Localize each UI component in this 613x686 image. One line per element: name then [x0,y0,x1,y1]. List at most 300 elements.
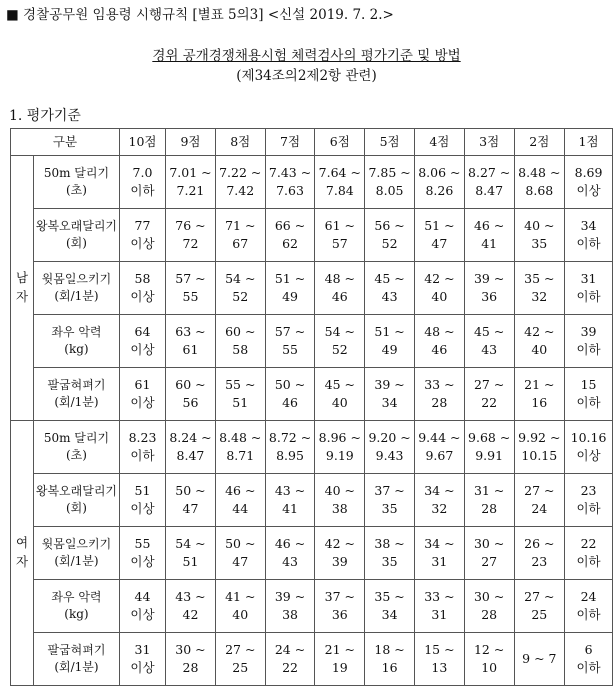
section-heading: 1. 평가기준 [9,108,81,124]
evaluation-table [10,128,613,686]
cell-line: 76 ~ 72 [175,217,206,251]
score-cell [215,527,265,580]
cell-line: 43 ~ 42 [175,588,206,622]
score-cell [166,421,216,474]
header-score: 10점 [119,129,165,156]
score-cell [166,474,216,527]
score-cell [365,209,415,262]
cell-line: 8.24 ~ [169,429,212,445]
cell-line: 64 [134,323,151,339]
cell-line: 이하 [576,395,601,410]
cell-line: 56 ~ 52 [374,217,405,251]
cell-line: 26 ~ 23 [524,535,555,569]
cell-line: 8.26 [425,183,454,198]
score-cell [414,368,464,421]
score-cell [514,368,565,421]
score-cell [265,633,315,686]
header-score: 1점 [565,129,613,156]
score-cell [565,580,613,633]
score-cell [119,315,165,368]
cell-line: 9.44 ~ [418,429,461,445]
score-cell [315,368,365,421]
cell-line: 이상 [130,289,155,304]
cell-line: (회/1분) [54,660,99,674]
score-cell [464,368,514,421]
header-score: 5점 [365,129,415,156]
score-cell [414,527,464,580]
cell-line: (회/1분) [54,554,99,568]
item-label [33,633,119,686]
cell-line: 55 [134,535,151,551]
cell-line: 6 [584,641,593,657]
cell-line: 8.06 ~ [418,164,461,180]
header-score: 4점 [414,129,464,156]
document-title: 경위 공개경쟁채용시험 체력검사의 평가기준 및 방법 [152,48,461,64]
cell-line: 이상 [576,183,601,198]
cell-line: (회) [65,501,87,515]
score-cell [414,474,464,527]
cell-line: 이상 [130,501,155,516]
item-label [33,580,119,633]
cell-line: 팔굽혀펴기 [47,642,106,657]
cell-line: 40 ~ 38 [324,482,355,516]
score-cell [265,421,315,474]
cell-line: 윗몸일으키기 [41,536,112,551]
cell-line: 66 ~ 62 [274,217,306,251]
score-cell [215,633,265,686]
cell-line: 46 ~ 41 [473,217,505,251]
cell-line: 이하 [576,607,601,622]
table-header-row [11,129,613,156]
score-cell [119,156,165,209]
cell-line: 37 ~ 36 [324,588,355,622]
document-subtitle: (제34조의2제2항 관련) [236,68,377,84]
cell-line: 이하 [576,236,601,251]
score-cell [315,156,365,209]
cell-line: 7.21 [176,183,205,198]
cell-line: 46 ~ 44 [225,482,256,516]
score-cell [514,262,565,315]
cell-line: 8.23 [128,429,157,445]
table-row [11,580,613,633]
score-cell [414,262,464,315]
score-cell [215,580,265,633]
cell-line: 54 ~ 52 [225,270,256,304]
score-cell [315,262,365,315]
score-cell [215,209,265,262]
cell-line: 9.43 [375,448,404,463]
cell-line: 7.42 [226,183,255,198]
score-cell [215,262,265,315]
cell-line: 33 ~ 28 [424,376,455,410]
score-cell [514,315,565,368]
cell-line: 9.68 ~ [468,429,511,445]
cell-line: 8.68 [525,183,554,198]
cell-line: 63 ~ 61 [175,323,206,357]
table-row [11,209,613,262]
cell-line: 60 ~ 56 [175,376,206,410]
cell-line: 이상 [576,448,601,463]
cell-line: 7.63 [276,183,304,198]
item-label [33,527,119,580]
score-cell [464,421,514,474]
cell-line: 50 ~ 46 [274,376,306,410]
table-row [11,156,613,209]
score-cell [464,209,514,262]
cell-line: 8.72 ~ [268,429,312,445]
score-cell [215,315,265,368]
table-row [11,262,613,315]
table-row [11,633,613,686]
cell-line: 57 ~ 55 [175,270,206,304]
cell-line: (회/1분) [54,289,99,303]
score-cell [414,421,464,474]
cell-line: 61 ~ 57 [324,217,355,251]
cell-line: 8.95 [276,448,304,463]
cell-line: 이하 [130,448,155,463]
score-cell [414,633,464,686]
cell-line: 12 ~ 10 [473,641,505,675]
cell-line: 9.19 [325,448,354,463]
cell-line: 24 [580,588,597,604]
table-row [11,421,613,474]
cell-line: 8.96 ~ [318,429,361,445]
cell-line: 10.16 [570,429,607,445]
cell-line: 44 [134,588,151,604]
cell-line: 30 ~ 27 [473,535,505,569]
cell-line: 이하 [576,554,601,569]
cell-line: 이하 [130,183,155,198]
cell-line: 이하 [576,289,601,304]
cell-line: 54 ~ 51 [175,535,206,569]
cell-line: 39 ~ 38 [274,588,306,622]
cell-line: 좌우 악력 [51,589,102,604]
cell-line: 51 ~ 49 [274,270,306,304]
cell-line: 34 [580,217,597,233]
table-row [11,368,613,421]
cell-line: 7.0 [132,164,153,180]
score-cell [166,315,216,368]
score-cell [265,156,315,209]
cell-line: 50m 달리기 [43,165,110,180]
score-cell [315,527,365,580]
cell-line: 9.92 ~ [518,429,561,445]
header-score: 7점 [265,129,315,156]
score-cell [215,421,265,474]
score-cell [514,421,565,474]
score-cell [119,633,165,686]
score-cell [166,262,216,315]
cell-line: 7.43 ~ [268,164,312,180]
cell-line: 22 [580,535,597,551]
score-cell [365,474,415,527]
score-cell [514,156,565,209]
score-cell [365,527,415,580]
cell-line: 39 ~ 34 [374,376,405,410]
cell-line: 57 ~ 55 [274,323,306,357]
cell-line: 7.84 [325,183,354,198]
cell-line: 30 ~ 28 [175,641,206,675]
score-cell [464,315,514,368]
cell-line: 10.15 [521,448,558,463]
sex-label [11,156,34,421]
item-label [33,368,119,421]
score-cell [166,209,216,262]
score-cell [514,209,565,262]
cell-line: 여 [15,535,29,551]
cell-line: 왕복오래달리기 [35,483,118,498]
score-cell [166,580,216,633]
cell-line: 이하 [576,660,601,675]
item-label [33,315,119,368]
score-cell [414,315,464,368]
cell-line: 9.91 [475,448,504,463]
cell-line: 35 ~ 32 [524,270,555,304]
cell-line: 이하 [576,342,601,357]
cell-line: 8.71 [226,448,255,463]
sex-label [11,421,34,686]
score-cell [265,474,315,527]
cell-line: 이상 [130,554,155,569]
cell-line: 50 ~ 47 [175,482,206,516]
score-cell [365,262,415,315]
score-cell [565,421,613,474]
table-row [11,315,613,368]
cell-line: 46 ~ 43 [274,535,306,569]
score-cell [315,474,365,527]
cell-line: 41 ~ 40 [225,588,256,622]
cell-line: 8.48 ~ [518,164,561,180]
cell-line: 이상 [130,660,155,675]
cell-line: 61 [134,376,151,392]
cell-line: 9 ~ 7 [522,650,557,666]
cell-line: 48 ~ 46 [324,270,355,304]
score-cell [365,368,415,421]
cell-line: (kg) [64,342,89,356]
cell-line: 38 ~ 35 [374,535,405,569]
item-label [33,421,119,474]
cell-line: 8.69 [574,164,603,180]
header-score: 2점 [514,129,565,156]
score-cell [365,633,415,686]
cell-line: 71 ~ 67 [225,217,256,251]
cell-line: 이상 [130,607,155,622]
score-cell [365,315,415,368]
score-cell [514,633,565,686]
cell-line: (초) [65,448,87,462]
score-cell [119,527,165,580]
cell-line: 27 ~ 24 [524,482,555,516]
cell-line: 남 [15,270,29,286]
score-cell [315,209,365,262]
score-cell [464,633,514,686]
cell-line: (초) [65,183,87,197]
cell-line: 27 ~ 25 [524,588,555,622]
score-cell [215,156,265,209]
score-cell [514,474,565,527]
cell-line: 15 ~ 13 [424,641,455,675]
cell-line: 39 ~ 36 [473,270,505,304]
cell-line: 50 ~ 47 [225,535,256,569]
score-cell [265,368,315,421]
score-cell [265,580,315,633]
score-cell [565,209,613,262]
cell-line: 18 ~ 16 [374,641,405,675]
cell-line: 34 ~ 32 [424,482,455,516]
cell-line: 58 [134,270,151,286]
cell-line: 7.64 ~ [318,164,361,180]
cell-line: 31 [580,270,597,286]
table-row [11,527,613,580]
cell-line: 42 ~ 39 [324,535,355,569]
score-cell [565,474,613,527]
cell-line: 50m 달리기 [43,430,110,445]
document-title-block [0,44,613,84]
cell-line: 31 ~ 28 [473,482,505,516]
score-cell [464,580,514,633]
score-cell [464,474,514,527]
score-cell [565,156,613,209]
cell-line: 31 [134,641,151,657]
cell-line: 이상 [130,236,155,251]
score-cell [365,421,415,474]
cell-line: 48 ~ 46 [424,323,455,357]
cell-line: 21 ~ 19 [324,641,355,675]
table-row [11,474,613,527]
score-cell [166,633,216,686]
cell-line: 왕복오래달리기 [35,218,118,233]
cell-line: 37 ~ 35 [374,482,405,516]
item-label [33,209,119,262]
cell-line: 34 ~ 31 [424,535,455,569]
score-cell [166,527,216,580]
cell-line: 자 [15,289,29,304]
cell-line: 8.05 [375,183,404,198]
cell-line: 8.47 [475,183,504,198]
score-cell [514,580,565,633]
cell-line: 좌우 악력 [51,324,102,339]
cell-line: 45 ~ 43 [473,323,505,357]
header-score: 8점 [215,129,265,156]
cell-line: 30 ~ 28 [473,588,505,622]
document-header: ■ 경찰공무원 임용령 시행규칙 [별표 5의3] <신설 2019. 7. 2.> [6,7,394,23]
cell-line: 55 ~ 51 [225,376,256,410]
score-cell [365,580,415,633]
cell-line: 자 [15,554,29,569]
score-cell [265,262,315,315]
cell-line: 40 ~ 35 [524,217,555,251]
score-cell [215,368,265,421]
cell-line: 27 ~ 22 [473,376,505,410]
score-cell [119,209,165,262]
score-cell [119,262,165,315]
item-label [33,262,119,315]
cell-line: 35 ~ 34 [374,588,405,622]
cell-line: 45 ~ 43 [374,270,405,304]
cell-line: 7.22 ~ [219,164,262,180]
score-cell [119,580,165,633]
score-cell [315,421,365,474]
cell-line: 54 ~ 52 [324,323,355,357]
score-cell [166,368,216,421]
cell-line: 77 [134,217,151,233]
cell-line: 42 ~ 40 [424,270,455,304]
cell-line: 39 [580,323,597,339]
cell-line: 윗몸일으키기 [41,271,112,286]
score-cell [166,156,216,209]
cell-line: 27 ~ 25 [225,641,256,675]
cell-line: 이상 [130,342,155,357]
header-score: 6점 [315,129,365,156]
score-cell [464,156,514,209]
score-cell [514,527,565,580]
cell-line: 팔굽혀펴기 [47,377,106,392]
cell-line: 51 [134,482,151,498]
cell-line: 60 ~ 58 [225,323,256,357]
cell-line: 42 ~ 40 [524,323,555,357]
item-label [33,474,119,527]
cell-line: (회/1분) [54,395,99,409]
score-cell [315,633,365,686]
score-cell [414,580,464,633]
score-cell [365,156,415,209]
cell-line: 7.01 ~ [169,164,212,180]
score-cell [315,580,365,633]
score-cell [119,421,165,474]
score-cell [565,368,613,421]
score-cell [565,262,613,315]
cell-line: 8.27 ~ [468,164,511,180]
cell-line: 이상 [130,395,155,410]
header-score: 3점 [464,129,514,156]
cell-line: 51 ~ 47 [424,217,455,251]
cell-line: 15 [580,376,597,392]
score-cell [265,209,315,262]
cell-line: 23 [580,482,597,498]
score-cell [565,315,613,368]
score-cell [565,527,613,580]
cell-line: 8.48 ~ [219,429,262,445]
score-cell [414,156,464,209]
header-category: 구분 [11,129,120,156]
score-cell [464,262,514,315]
cell-line: 45 ~ 40 [324,376,355,410]
cell-line: 8.47 [176,448,205,463]
cell-line: 9.20 ~ [368,429,411,445]
cell-line: 33 ~ 31 [424,588,455,622]
cell-line: 21 ~ 16 [524,376,555,410]
score-cell [265,527,315,580]
score-cell [265,315,315,368]
score-cell [215,474,265,527]
cell-line: 43 ~ 41 [274,482,306,516]
score-cell [119,474,165,527]
cell-line: (kg) [64,607,89,621]
cell-line: 51 ~ 49 [374,323,405,357]
cell-line: 9.67 [425,448,454,463]
header-score: 9점 [166,129,216,156]
score-cell [315,315,365,368]
cell-line: 24 ~ 22 [274,641,306,675]
cell-line: 이하 [576,501,601,516]
cell-line: 7.85 ~ [368,164,411,180]
cell-line: (회) [65,236,87,250]
score-cell [414,209,464,262]
score-cell [565,633,613,686]
score-cell [464,527,514,580]
score-cell [119,368,165,421]
item-label [33,156,119,209]
